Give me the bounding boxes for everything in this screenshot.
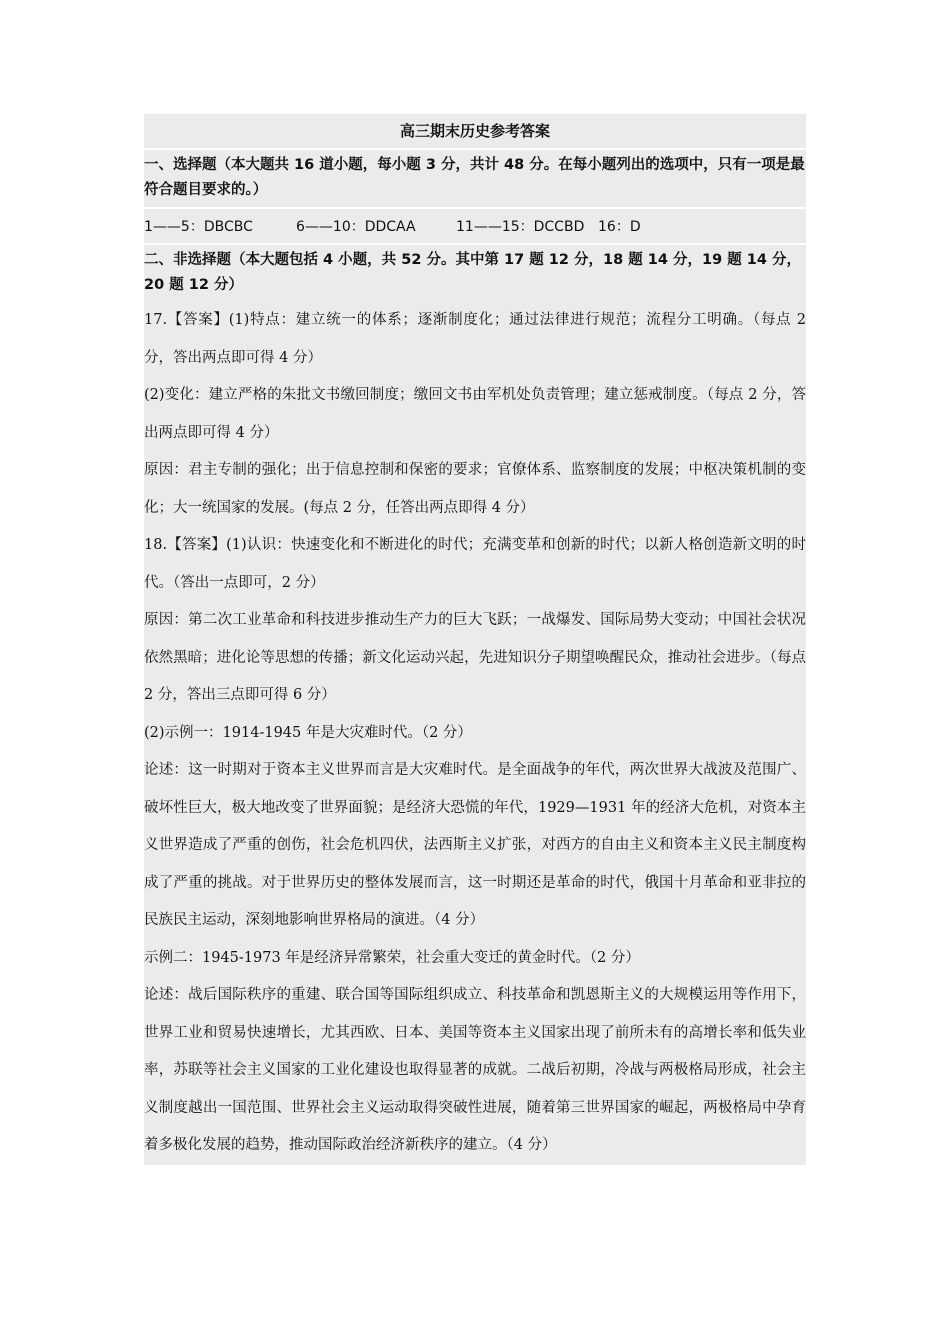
q18-example2: 示例二：1945-1973 年是经济异常繁荣，社会重大变迁的黄金时代。（2 分）: [144, 949, 640, 966]
answer-group-1: 1——5：DBCBC: [144, 219, 253, 235]
question-18-answer: [144, 527, 806, 1165]
q18-example1-discussion: 论述：这一时期对于资本主义世界而言是大灾难时代。是全面战争的年代，两次世界大战波及范围广、破坏性巨大，极大地改变了世界面貌；是经济大恐慌的年代，1929—1931 年的经济大危机，对资本主义世界造成了严重的创伤，社会危机四伏，法西斯主义扩张，对西方的自由主义和资本主义民主制度构成了严重的挑战。对于世界历史的整体发展而言，这一时期还是革命的时代，俄国十月革命和亚非拉的民族民主运动，深刻地影响世界格局的演进。（4 分）: [144, 762, 806, 928]
question-17-answer: [144, 302, 806, 527]
answer-group-3: 11——15：DCCBD: [456, 219, 585, 235]
q17-part2-reason: 原因：君主专制的强化；出于信息控制和保密的要求；官僚体系、监察制度的发展；中枢决策机制的变化；大一统国家的发展。(每点 2 分，任答出两点即得 4 分）: [144, 462, 806, 516]
q18-part1-reason: 原因：第二次工业革命和科技进步推动生产力的巨大飞跃；一战爆发、国际局势大变动；中国社会状况依然黑暗；进化论等思想的传播；新文化运动兴起，先进知识分子期望唤醒民众，推动社会进步。（每点 2 分，答出三点即可得 6 分）: [144, 612, 806, 703]
q17-part1: 17.【答案】(1)特点：建立统一的体系；逐渐制度化；通过法律进行规范；流程分工明确。（每点 2 分，答出两点即可得 4 分）: [144, 312, 806, 366]
section2-heading: 二、非选择题（本大题包括 4 小题，共 52 分。其中第 17 题 12 分，18 题 14 分，19 题 14 分，20 题 12 分）: [144, 245, 806, 302]
answer-group-2: 6——10：DDCAA: [296, 219, 416, 235]
q18-example2-discussion: 论述：战后国际秩序的重建、联合国等国际组织成立、科技革命和凯恩斯主义的大规模运用等作用下，世界工业和贸易快速增长，尤其西欧、日本、美国等资本主义国家出现了前所未有的高增长率和低失业率，苏联等社会主义国家的工业化建设也取得显著的成就。二战后初期，冷战与两极格局形成，社会主义制度越出一国范围、世界社会主义运动取得突破性进展，随着第三世界国家的崛起，两极格局中孕育着多极化发展的趋势，推动国际政治经济新秩序的建立。（4 分）: [144, 987, 806, 1153]
q18-part1-view: 18.【答案】(1)认识：快速变化和不断进化的时代；充满变革和创新的时代；以新人格创造新文明的时代。（答出一点即可，2 分）: [144, 537, 806, 591]
section1-heading: 一、选择题（本大题共 16 道小题，每小题 3 分，共计 48 分。在每小题列出的选项中，只有一项是最符合题目要求的。）: [144, 150, 806, 207]
q17-part2-change: (2)变化：建立严格的朱批文书缴回制度；缴回文书由军机处负责管理；建立惩戒制度。（每点 2 分，答出两点即可得 4 分）: [144, 387, 806, 441]
answer-key-content: [144, 114, 806, 1165]
page-title: 高三期末历史参考答案: [144, 114, 806, 148]
multiple-choice-answers: [144, 209, 806, 243]
answer-group-4: 16：D: [598, 219, 641, 235]
q18-example1: (2)示例一：1914-1945 年是大灾难时代。（2 分）: [144, 724, 472, 741]
